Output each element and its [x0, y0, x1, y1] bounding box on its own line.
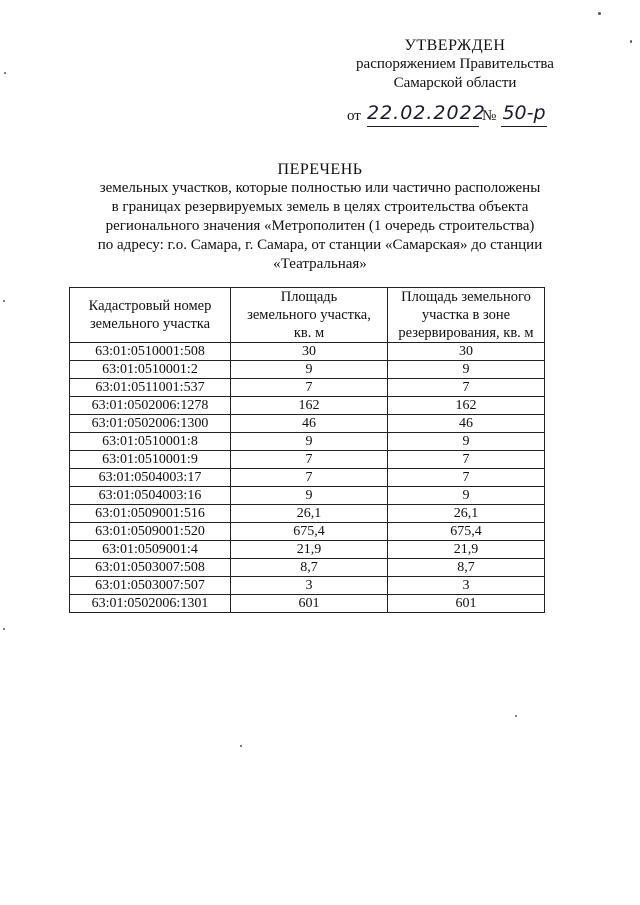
parcel-area-cell: 675,4 [231, 523, 388, 541]
reserved-area-cell: 9 [388, 487, 545, 505]
title-line: в границах резервируемых земель в целях строительства объекта [111, 199, 529, 215]
parcel-area-cell: 9 [231, 361, 388, 379]
table-row [70, 343, 545, 361]
parcel-area-cell: 9 [231, 487, 388, 505]
parcel-area-cell: 30 [231, 343, 388, 361]
table-row [70, 523, 545, 541]
table-row [70, 595, 545, 613]
scan-speck [630, 40, 632, 43]
cadastral-number-cell: 63:01:0510001:508 [70, 343, 231, 361]
approval-authority: распоряжением Правительства [356, 56, 554, 72]
table-row [70, 397, 545, 415]
parcel-area-cell: 3 [231, 577, 388, 595]
cadastral-number-cell: 63:01:0509001:516 [70, 505, 231, 523]
header-reserved-area: Площадь земельного участка в зоне резервирования, кв. м [388, 288, 545, 343]
parcel-area-cell: 7 [231, 469, 388, 487]
title-line: по адресу: г.о. Самара, г. Самара, от станции «Самарская» до станции [97, 237, 543, 253]
document-title [60, 160, 580, 274]
parcel-area-cell: 7 [231, 451, 388, 469]
title-line: регионального значения «Метрополитен (1 очередь строительства) [105, 218, 535, 234]
reserved-area-cell: 7 [388, 451, 545, 469]
title-line: «Театральная» [273, 256, 367, 272]
cadastral-number-cell: 63:01:0511001:537 [70, 379, 231, 397]
cadastral-number-cell: 63:01:0502006:1278 [70, 397, 231, 415]
cadastral-number-cell: 63:01:0502006:1301 [70, 595, 231, 613]
cadastral-number-cell: 63:01:0504003:17 [70, 469, 231, 487]
cadastral-number-cell: 63:01:0504003:16 [70, 487, 231, 505]
cadastral-number-cell: 63:01:0503007:508 [70, 559, 231, 577]
parcel-area-cell: 8,7 [231, 559, 388, 577]
table-row [70, 469, 545, 487]
reserved-area-cell: 162 [388, 397, 545, 415]
parcels-table [69, 287, 545, 613]
cadastral-number-cell: 63:01:0510001:2 [70, 361, 231, 379]
reserved-area-cell: 21,9 [388, 541, 545, 559]
cadastral-number-cell: 63:01:0502006:1300 [70, 415, 231, 433]
parcel-area-cell: 7 [231, 379, 388, 397]
reserved-area-cell: 9 [388, 361, 545, 379]
order-number-sign: № [482, 108, 497, 124]
order-date-handwritten: 22.02.2022 [367, 102, 479, 127]
table-row [70, 559, 545, 577]
table-row [70, 415, 545, 433]
reserved-area-cell: 601 [388, 595, 545, 613]
cadastral-number-cell: 63:01:0509001:520 [70, 523, 231, 541]
reserved-area-cell: 46 [388, 415, 545, 433]
cadastral-number-cell: 63:01:0510001:8 [70, 433, 231, 451]
table-row [70, 361, 545, 379]
order-number-handwritten: 50-р [501, 102, 547, 127]
table-row [70, 451, 545, 469]
scan-speck [4, 72, 6, 74]
approved-label: УТВЕРЖДЕН [404, 37, 506, 54]
parcel-area-cell: 9 [231, 433, 388, 451]
table-row [70, 487, 545, 505]
scan-speck [240, 745, 242, 747]
parcel-area-cell: 46 [231, 415, 388, 433]
scan-speck [598, 12, 601, 15]
scan-speck [3, 628, 5, 630]
parcel-area-cell: 26,1 [231, 505, 388, 523]
parcel-area-cell: 162 [231, 397, 388, 415]
cadastral-number-cell: 63:01:0509001:4 [70, 541, 231, 559]
reserved-area-cell: 3 [388, 577, 545, 595]
table-row [70, 379, 545, 397]
order-reference [347, 102, 587, 132]
cadastral-number-cell: 63:01:0503007:507 [70, 577, 231, 595]
header-parcel-area: Площадь земельного участка, кв. м [231, 288, 388, 343]
reserved-area-cell: 7 [388, 469, 545, 487]
order-date-prefix: от [347, 108, 361, 124]
reserved-area-cell: 9 [388, 433, 545, 451]
reserved-area-cell: 7 [388, 379, 545, 397]
title-line: земельных участков, которые полностью или частично расположены [99, 180, 541, 196]
scan-speck [3, 300, 5, 302]
table-header-row [70, 288, 545, 343]
table-row [70, 577, 545, 595]
parcel-area-cell: 21,9 [231, 541, 388, 559]
parcel-area-cell: 601 [231, 595, 388, 613]
table-row [70, 541, 545, 559]
approval-stamp [330, 36, 580, 93]
title-heading: ПЕРЕЧЕНЬ [277, 161, 363, 178]
table-row [70, 433, 545, 451]
table-row [70, 505, 545, 523]
cadastral-number-cell: 63:01:0510001:9 [70, 451, 231, 469]
scan-speck [515, 715, 517, 717]
reserved-area-cell: 675,4 [388, 523, 545, 541]
reserved-area-cell: 8,7 [388, 559, 545, 577]
reserved-area-cell: 26,1 [388, 505, 545, 523]
approval-region: Самарской области [393, 75, 517, 91]
header-cadastral-number: Кадастровый номер земельного участка [70, 288, 231, 343]
reserved-area-cell: 30 [388, 343, 545, 361]
